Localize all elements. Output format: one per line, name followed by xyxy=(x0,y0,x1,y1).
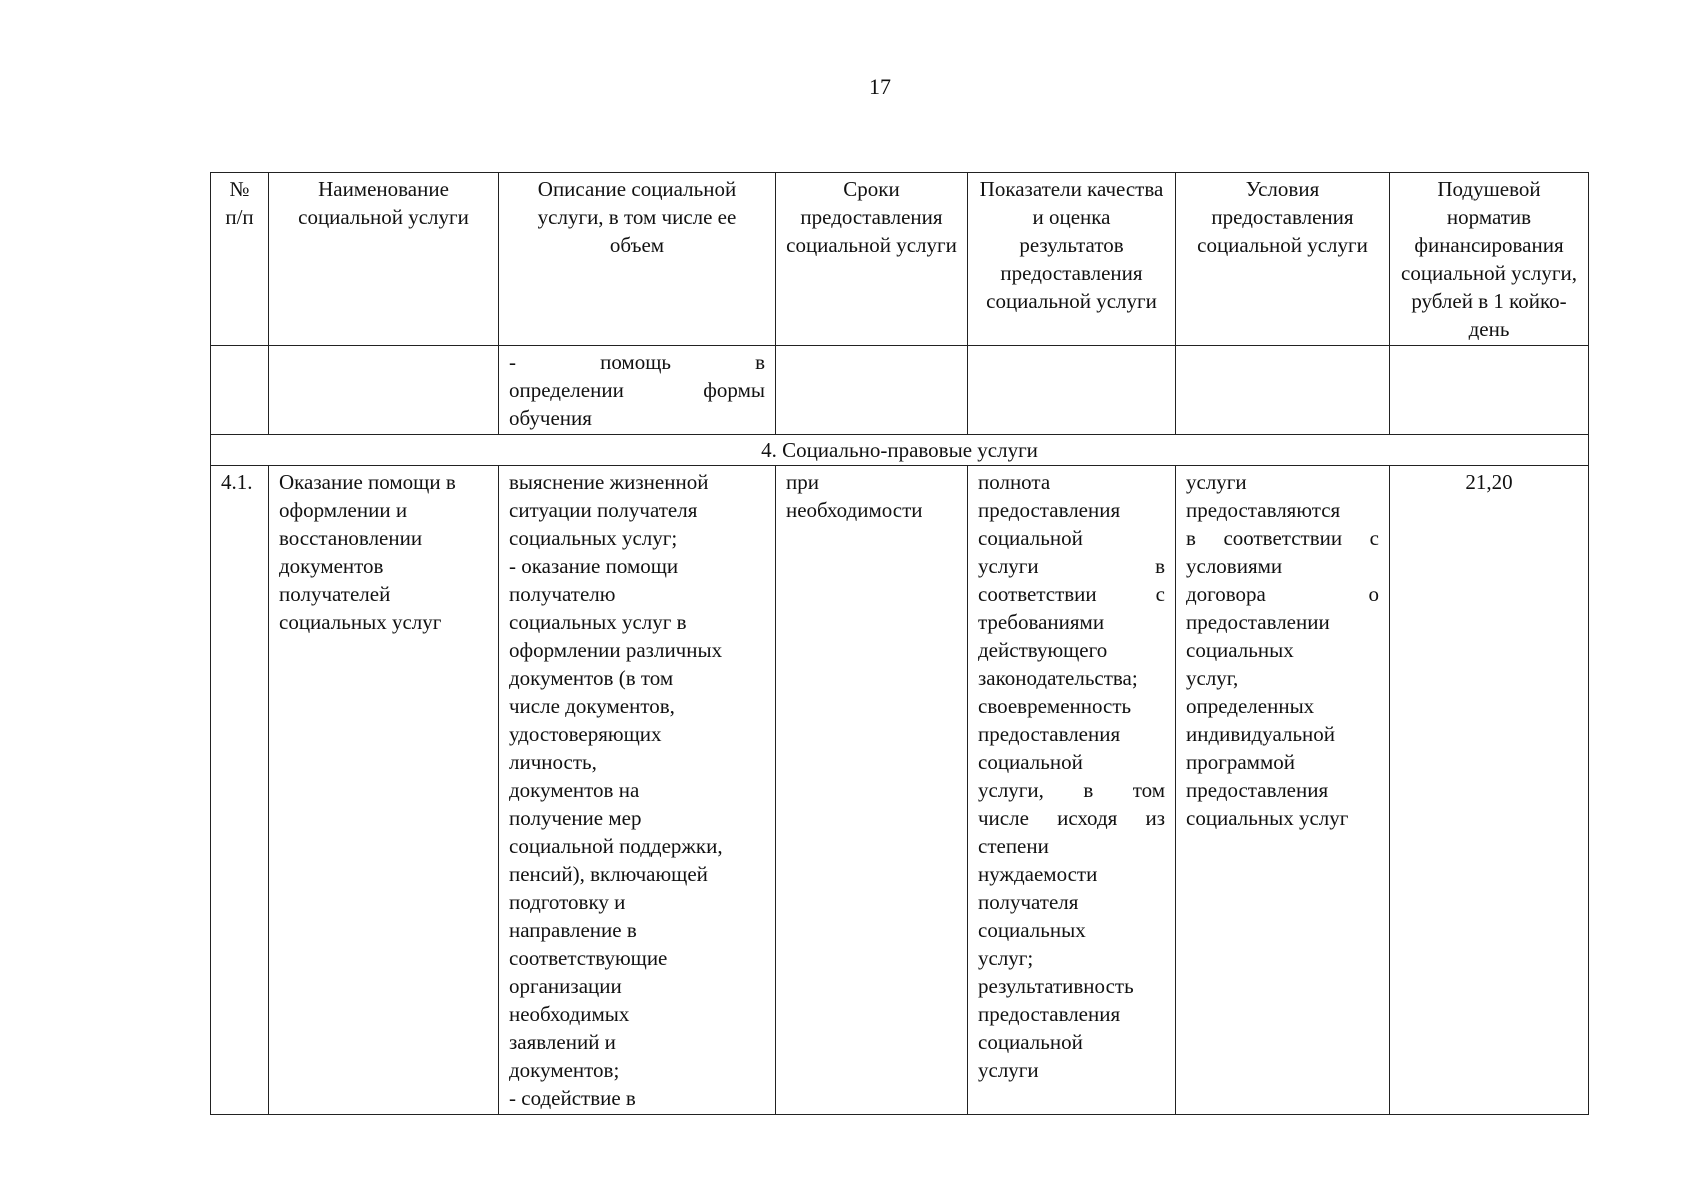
service-norm: 21,20 xyxy=(1390,466,1589,1115)
desc-line: ситуации получателя xyxy=(509,498,698,522)
services-table xyxy=(210,172,1589,1115)
name-line: документов xyxy=(279,554,384,578)
condition-line: договора о xyxy=(1186,582,1379,606)
condition-line: программой xyxy=(1186,750,1295,774)
service-conditions xyxy=(1176,466,1390,1115)
header-quality: Показатели качества и оценка результатов предоставления социальной услуги xyxy=(968,173,1176,346)
desc-line: обучения xyxy=(509,406,592,430)
quality-line: получателя xyxy=(978,890,1079,914)
cell-empty xyxy=(776,346,968,435)
header-name: Наименование социальной услуги xyxy=(269,173,499,346)
name-line: получателей xyxy=(279,582,391,606)
table-row xyxy=(211,346,1589,435)
desc-line: оформлении различных xyxy=(509,638,723,662)
table-row xyxy=(211,466,1589,1115)
quality-line: социальных xyxy=(978,918,1086,942)
header-conditions: Условия предоставления социальной услуги xyxy=(1176,173,1390,346)
service-name xyxy=(269,466,499,1115)
quality-line: услуги xyxy=(978,1058,1039,1082)
condition-line: услуги xyxy=(1186,470,1247,494)
desc-line: личность, xyxy=(509,750,597,774)
condition-line: предоставляются xyxy=(1186,498,1341,522)
quality-line: предоставления xyxy=(978,1002,1121,1026)
quality-line: услуги, в том xyxy=(978,778,1165,802)
condition-line: условиями xyxy=(1186,554,1283,578)
condition-line: социальных услуг xyxy=(1186,806,1349,830)
row-number: 4.1. xyxy=(211,466,269,1115)
continuation-description xyxy=(499,346,776,435)
condition-line: определенных xyxy=(1186,694,1315,718)
desc-line: социальных услуг в xyxy=(509,610,687,634)
quality-line: требованиями xyxy=(978,610,1105,634)
header-norm: Подушевой норматив финансирования социальной услуги, рублей в 1 койко-день xyxy=(1390,173,1589,346)
quality-line: предоставления xyxy=(978,498,1121,522)
header-num: № п/п xyxy=(211,173,269,346)
quality-line: действующего xyxy=(978,638,1108,662)
section-row xyxy=(211,435,1589,466)
desc-line: получателю xyxy=(509,582,616,606)
quality-line: услуг; xyxy=(978,946,1034,970)
quality-line: услуги в xyxy=(978,554,1165,578)
desc-line: подготовку и xyxy=(509,890,626,914)
condition-line: услуг, xyxy=(1186,666,1239,690)
condition-line: предоставлении xyxy=(1186,610,1330,634)
desc-line: пенсий), включающей xyxy=(509,862,708,886)
name-line: Оказание помощи в xyxy=(279,470,456,494)
name-line: восстановлении xyxy=(279,526,423,550)
quality-line: результативность xyxy=(978,974,1134,998)
desc-line: социальной поддержки, xyxy=(509,834,723,858)
table-header-row xyxy=(211,173,1589,346)
name-line: оформлении и xyxy=(279,498,408,522)
term-line: при xyxy=(786,470,819,494)
desc-line: получение мер xyxy=(509,806,642,830)
service-description xyxy=(499,466,776,1115)
desc-line: удостоверяющих xyxy=(509,722,662,746)
desc-line: - оказание помощи xyxy=(509,554,679,578)
quality-line: степени xyxy=(978,834,1049,858)
condition-line: индивидуальной xyxy=(1186,722,1335,746)
service-terms xyxy=(776,466,968,1115)
service-quality xyxy=(968,466,1176,1115)
cell-empty xyxy=(968,346,1176,435)
page-number: 17 xyxy=(869,74,891,99)
quality-line: полнота xyxy=(978,470,1051,494)
condition-line: в соответствии с xyxy=(1186,526,1379,550)
cell-empty xyxy=(1176,346,1390,435)
desc-line: выяснение жизненной xyxy=(509,470,709,494)
desc-line: направление в xyxy=(509,918,637,942)
quality-line: предоставления xyxy=(978,722,1121,746)
quality-line: соответствии с xyxy=(978,582,1165,606)
desc-line: документов (в том xyxy=(509,666,674,690)
section-title: 4. Социально-правовые услуги xyxy=(211,435,1589,466)
desc-line: соответствующие xyxy=(509,946,668,970)
desc-line: организации xyxy=(509,974,622,998)
desc-line: документов на xyxy=(509,778,640,802)
desc-line: необходимых xyxy=(509,1002,630,1026)
desc-line: документов; xyxy=(509,1058,620,1082)
quality-line: нуждаемости xyxy=(978,862,1098,886)
desc-line: числе документов, xyxy=(509,694,675,718)
cell-empty xyxy=(269,346,499,435)
term-line: необходимости xyxy=(786,498,923,522)
quality-line: социальной xyxy=(978,1030,1083,1054)
quality-line: законодательства; xyxy=(978,666,1138,690)
quality-line: своевременность xyxy=(978,694,1132,718)
quality-line: социальной xyxy=(978,750,1083,774)
cell-empty xyxy=(1390,346,1589,435)
quality-line: социальной xyxy=(978,526,1083,550)
condition-line: предоставления xyxy=(1186,778,1329,802)
cell-empty xyxy=(211,346,269,435)
header-description: Описание социальной услуги, в том числе ее объем xyxy=(499,173,776,346)
desc-line: - помощь в xyxy=(509,350,765,374)
name-line: социальных услуг xyxy=(279,610,442,634)
desc-line: социальных услуг; xyxy=(509,526,678,550)
header-terms: Сроки предоставления социальной услуги xyxy=(776,173,968,346)
desc-line: определении формы xyxy=(509,378,765,402)
desc-line: - содействие в xyxy=(509,1086,636,1110)
quality-line: числе исходя из xyxy=(978,806,1165,830)
condition-line: социальных xyxy=(1186,638,1294,662)
desc-line: заявлений и xyxy=(509,1030,616,1054)
